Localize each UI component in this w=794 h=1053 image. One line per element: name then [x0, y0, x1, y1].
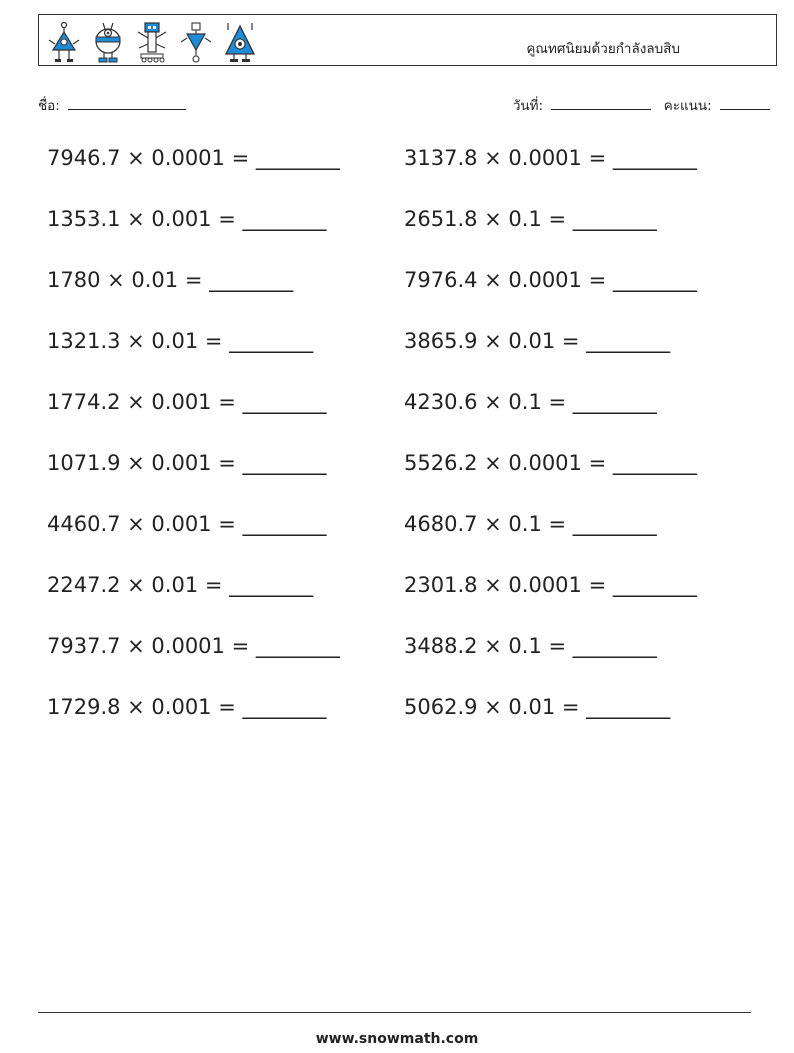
problem-row [47, 207, 747, 268]
problem-row [47, 451, 747, 512]
date-score-fields [507, 94, 770, 116]
footer-website: www.snowmath.com [315, 1031, 479, 1047]
problem-item: 1774.2 × 0.001 = ________ [47, 390, 327, 414]
problem-item: 7976.4 × 0.0001 = ________ [404, 268, 697, 292]
problem-item: 1780 × 0.01 = ________ [47, 268, 294, 292]
problem-row [47, 573, 747, 634]
problem-item: 4460.7 × 0.001 = ________ [47, 512, 327, 536]
problem-row [47, 695, 747, 756]
worksheet-header [38, 14, 777, 66]
robot-small-icon [179, 20, 213, 64]
robot-square-icon [135, 20, 169, 64]
problem-item: 3137.8 × 0.0001 = ________ [404, 146, 697, 170]
problem-row [47, 390, 747, 451]
robot-triangle-icon [47, 20, 81, 64]
problem-item: 3488.2 × 0.1 = ________ [404, 634, 657, 658]
problem-row [47, 329, 747, 390]
problem-row [47, 512, 747, 573]
robot-eye-triangle-icon [223, 20, 257, 64]
score-label: คะแนน: [663, 98, 712, 114]
problem-item: 4230.6 × 0.1 = ________ [404, 390, 657, 414]
problem-item: 5526.2 × 0.0001 = ________ [404, 451, 697, 475]
problem-item: 7946.7 × 0.0001 = ________ [47, 146, 340, 170]
problem-item: 2301.8 × 0.0001 = ________ [404, 573, 697, 597]
date-blank [551, 97, 651, 110]
problem-item: 1353.1 × 0.001 = ________ [47, 207, 327, 231]
problem-grid [47, 146, 747, 756]
score-blank [720, 97, 770, 110]
problem-row [47, 146, 747, 207]
problem-item: 2247.2 × 0.01 = ________ [47, 573, 314, 597]
problem-row [47, 634, 747, 695]
footer-divider [38, 1012, 751, 1013]
name-label: ชื่อ: [38, 98, 60, 114]
problem-item: 5062.9 × 0.01 = ________ [404, 695, 671, 719]
problem-item: 4680.7 × 0.1 = ________ [404, 512, 657, 536]
date-label: วันที่: [512, 98, 544, 114]
problem-item: 2651.8 × 0.1 = ________ [404, 207, 657, 231]
name-blank [68, 97, 186, 110]
name-field [38, 94, 186, 116]
problem-item: 1071.9 × 0.001 = ________ [47, 451, 327, 475]
robot-round-icon [91, 20, 125, 64]
robot-icons-strip [47, 20, 257, 64]
problem-item: 7937.7 × 0.0001 = ________ [47, 634, 340, 658]
worksheet-title: คูณทศนิยมด้วยกำลังลบสิบ [526, 41, 680, 57]
problem-item: 3865.9 × 0.01 = ________ [404, 329, 671, 353]
problem-row [47, 268, 747, 329]
problem-item: 1321.3 × 0.01 = ________ [47, 329, 314, 353]
problem-item: 1729.8 × 0.001 = ________ [47, 695, 327, 719]
